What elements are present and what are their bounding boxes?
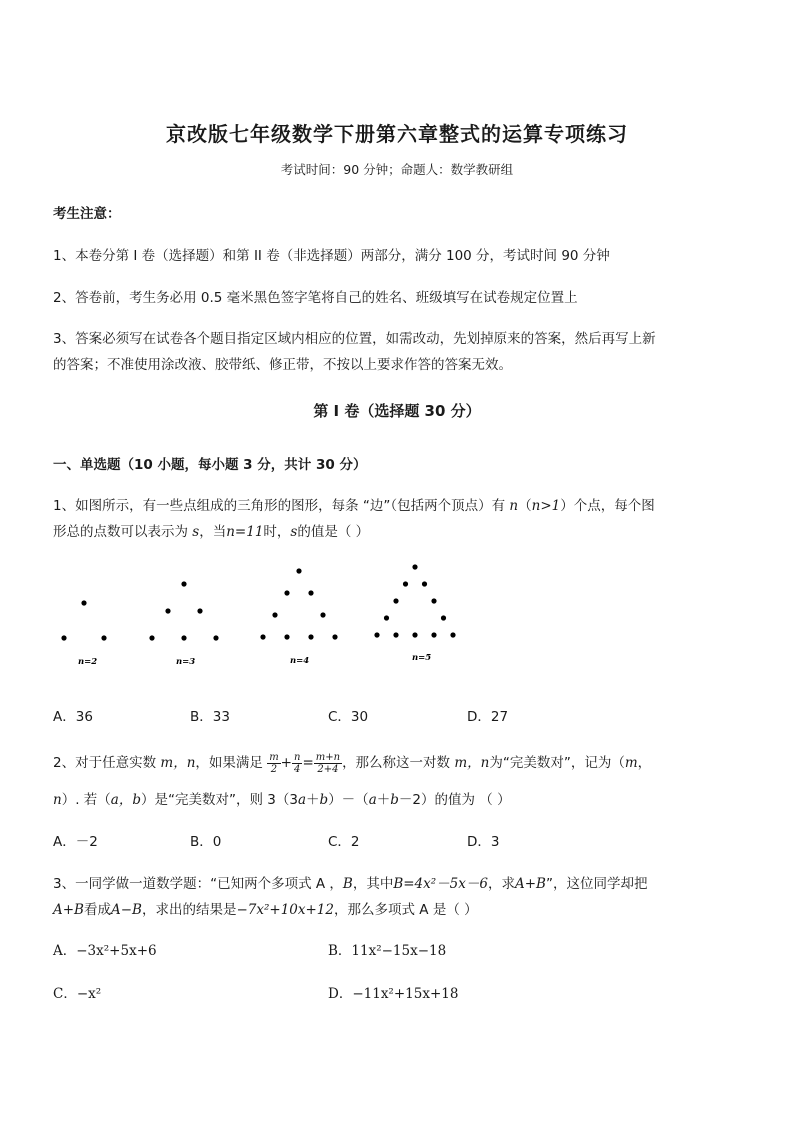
q2-var-b: b — [390, 792, 399, 808]
q2-text: 2、对于任意实数 — [53, 755, 157, 771]
q1-line2 — [53, 520, 369, 540]
section-title: 一、单选题（10 小题，每小题 3 分，共计 30 分） — [53, 457, 367, 473]
triangle-dot — [308, 634, 313, 639]
q2-var-mn: m，n — [160, 755, 196, 771]
q2-text: ）－（ — [328, 792, 369, 808]
q1-text: ，当 — [199, 524, 227, 540]
q2-text: －2）的值为 （ ） — [398, 792, 511, 808]
q2-line2 — [53, 788, 511, 808]
q3-expr: A+B — [53, 902, 84, 918]
triangle-dot — [101, 635, 106, 640]
fraction: $\frac{n}{4}$ — [293, 751, 301, 775]
q1-text: 的值是（ ） — [297, 524, 370, 540]
q1-option-b[interactable]: B．33 — [190, 709, 230, 725]
q3-line2 — [53, 898, 478, 918]
triangle-dot — [441, 615, 446, 620]
q2-text: ＋ — [376, 792, 391, 808]
notice-item-3-cont: 的答案；不准使用涂改液、胶带纸、修正带，不按以上要求作答的答案无效。 — [53, 357, 512, 373]
q3-expr: A+B — [514, 876, 546, 892]
notice-item-2: 2、答卷前，考生务必用 0.5 毫米黑色签字笔将自己的姓名、班级填写在试卷规定位置上 — [53, 290, 578, 306]
triangle-dot — [197, 608, 202, 613]
q3-given-b: B=4x²－5x－6 — [393, 876, 488, 892]
triangle-dot — [61, 635, 66, 640]
q2-text: ＋ — [306, 792, 320, 808]
q2-option-b[interactable]: B．0 — [190, 834, 222, 850]
q2-var-a: a — [297, 792, 307, 808]
figure-caption: n=3 — [176, 657, 196, 667]
q1-condition-2: n=11 — [226, 524, 264, 540]
q2-option-d[interactable]: D．3 — [467, 834, 500, 850]
q2-option-a[interactable]: A．－2 — [53, 834, 98, 850]
q1-paren: （ — [518, 498, 532, 514]
triangle-dot — [384, 615, 389, 620]
q2-text: ，如果满足 — [195, 755, 263, 771]
q1-option-a[interactable]: A．36 — [53, 709, 93, 725]
q2-option-c[interactable]: C．2 — [328, 834, 360, 850]
triangle-dot — [374, 632, 379, 637]
q2-var-mn: m，n — [454, 755, 490, 771]
triangle-dot — [181, 635, 186, 640]
triangle-dot — [393, 598, 398, 603]
fraction: $\frac{m}{2}$ — [269, 751, 279, 775]
triangle-dots-figure — [50, 560, 470, 675]
triangle-dot — [296, 568, 301, 573]
notice-heading: 考生注意： — [53, 206, 121, 222]
q3-option-c[interactable]: C．−x² — [53, 986, 102, 1002]
part1-title: 第 I 卷（选择题 30 分） — [313, 402, 481, 420]
notice-item-3: 3、答案必须写在试卷各个题目指定区域内相应的位置，如需改动，先划掉原来的答案，然后再写上新 — [53, 331, 656, 347]
q2-text: ）是“完美数对”，则 3（3 — [141, 792, 298, 808]
q2-var-b: b — [319, 792, 329, 808]
q3-option-b[interactable]: B．11x²−15x−18 — [328, 943, 447, 959]
q2-var-ab: a，b — [110, 792, 141, 808]
q3-result: −7x²+10x+12 — [236, 902, 334, 918]
page-title: 京改版七年级数学下册第六章整式的运算专项练习 — [166, 122, 628, 146]
dots-layer — [61, 564, 455, 640]
triangle-dot — [422, 581, 427, 586]
triangle-dot — [181, 581, 186, 586]
triangle-dot — [284, 634, 289, 639]
q3-expr: A−B — [110, 902, 142, 918]
figure-caption: n=5 — [412, 653, 432, 663]
q3-text: ，求 — [487, 876, 515, 892]
triangle-dot — [308, 590, 313, 595]
triangle-dot — [450, 632, 455, 637]
q2-var-a: a — [368, 792, 377, 808]
triangle-dot — [213, 635, 218, 640]
q2-line1: 2、对于任意实数 m，n，如果满足 $\frac{m}{2}$ + $\frac{n}{4}$ = $\frac{m+n}{2+4}$ ，那么称这一对数 m，n为“完美数对”，记为（m， — [53, 751, 652, 775]
q3-text: 看成 — [83, 902, 111, 918]
q3-text: ，那么多项式 A 是（ ） — [334, 902, 478, 918]
triangle-dot — [149, 635, 154, 640]
notice-item-1: 1、本卷分第 I 卷（选择题）和第 II 卷（非选择题）两部分，满分 100 分，考试时间 90 分钟 — [53, 248, 610, 264]
q1-var-s: s — [290, 524, 298, 540]
q2-text: ）. 若（ — [61, 792, 111, 808]
triangle-dot — [403, 581, 408, 586]
triangle-dot — [81, 600, 86, 605]
figure-caption: n=4 — [290, 656, 310, 666]
q3-text: ”，这位同学却把 — [545, 876, 648, 892]
q3-line1 — [53, 872, 647, 892]
triangle-dot — [431, 598, 436, 603]
q2-text: ，那么称这一对数 — [342, 755, 451, 771]
triangle-dot — [260, 634, 265, 639]
triangle-dot — [412, 564, 417, 569]
q1-line1 — [53, 494, 655, 514]
q2-text: 为“完美数对”，记为（ — [489, 755, 625, 771]
triangle-dot — [393, 632, 398, 637]
q2-var-m: m — [624, 755, 638, 771]
q1-var-n: n — [509, 498, 519, 514]
q3-text: 3、一同学做一道数学题：“已知两个多项式 A ， — [53, 876, 343, 892]
q1-option-c[interactable]: C．30 — [328, 709, 369, 725]
q2-text: ， — [637, 755, 652, 771]
triangle-dot — [272, 612, 277, 617]
q1-text: ）个点，每个图 — [560, 498, 655, 514]
q3-text: ，其中 — [352, 876, 394, 892]
triangle-dot — [284, 590, 289, 595]
q2-var-n: n — [53, 792, 62, 808]
figure-caption: n=2 — [78, 657, 98, 667]
q3-var-b: B — [342, 876, 353, 892]
q3-option-d[interactable]: D．−11x²+15x+18 — [328, 986, 459, 1002]
q1-text: 1、如图所示，有一些点组成的三角形的图形，每条 “边”（包括两个顶点）有 — [53, 498, 506, 514]
fraction: $\frac{m+n}{2+4}$ — [315, 751, 341, 775]
triangle-dot — [320, 612, 325, 617]
q1-option-d[interactable]: D．27 — [467, 709, 509, 725]
q1-condition: n>1 — [531, 498, 561, 514]
triangle-dot — [332, 634, 337, 639]
q3-option-a[interactable]: A．−3x²+5x+6 — [53, 943, 157, 959]
triangle-dot — [412, 632, 417, 637]
q1-text: 时， — [263, 524, 291, 540]
triangle-dot — [165, 608, 170, 613]
triangle-dot — [431, 632, 436, 637]
q1-text: 形总的点数可以表示为 — [53, 524, 188, 540]
q3-text: ，求出的结果是 — [141, 902, 237, 918]
exam-subtitle: 考试时间：90 分钟；命题人：数学教研组 — [280, 162, 514, 177]
q1-var-s: s — [192, 524, 200, 540]
